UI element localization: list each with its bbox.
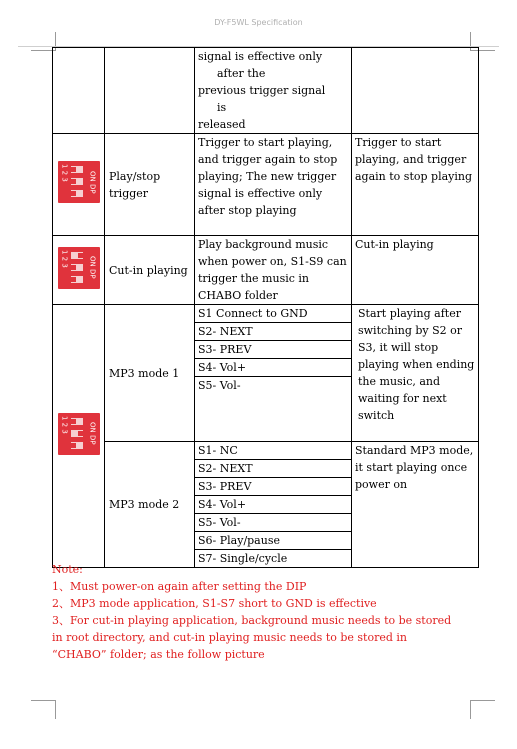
dip-image-cell bbox=[53, 305, 105, 568]
dip-numbers: 1 2 3 bbox=[60, 415, 69, 434]
mode-cell-empty bbox=[352, 48, 479, 134]
pin-cell: S2- NEXT bbox=[195, 460, 352, 478]
mode-cell: Trigger to start playing, and trigger again to stop playing bbox=[352, 134, 479, 236]
desc-line: previous trigger signal bbox=[198, 84, 326, 97]
dip-image-cell bbox=[53, 134, 105, 236]
description-cell: Trigger to start playing, and trigger again to stop playing; The new trigger signal is effective only after stop playing bbox=[195, 134, 352, 236]
pin-cell: S3- PREV bbox=[195, 341, 352, 359]
table-row bbox=[53, 134, 479, 236]
note-item: in root directory, and cut-in playing music needs to be stored in bbox=[52, 631, 407, 644]
note-item: 3、For cut-in playing application, background music needs to be stored bbox=[52, 614, 452, 627]
desc-line: is bbox=[217, 101, 227, 114]
dip-switch-icon bbox=[58, 413, 100, 455]
function-cell: MP3 mode 2 bbox=[105, 442, 195, 568]
desc-line: released bbox=[198, 118, 246, 131]
pin-cell: S5- Vol- bbox=[195, 514, 352, 532]
crop-mark-bottom-left bbox=[31, 700, 56, 719]
description-cell: Play background music when power on, S1-S9 can trigger the music in CHABO folder bbox=[195, 236, 352, 305]
function-cell: Play/stop trigger bbox=[105, 134, 195, 236]
crop-mark-bottom-right bbox=[470, 700, 495, 719]
note-item: “CHABO” folder; as the follow picture bbox=[52, 648, 265, 661]
dip-switch-icon bbox=[58, 247, 100, 289]
pin-cell: S3- PREV bbox=[195, 478, 352, 496]
notes-section bbox=[52, 561, 480, 663]
description-cell bbox=[195, 48, 352, 134]
pin-cell: S4- Vol+ bbox=[195, 359, 352, 377]
pin-cell: S4- Vol+ bbox=[195, 496, 352, 514]
pin-cell: S1- NC bbox=[195, 442, 352, 460]
dip-label: ON DP bbox=[88, 170, 97, 194]
desc-line: after the bbox=[217, 67, 266, 80]
function-cell-empty bbox=[105, 48, 195, 134]
table-row bbox=[53, 48, 479, 134]
note-item: 2、MP3 mode application, S1-S7 short to GND is effective bbox=[52, 597, 377, 610]
pin-cell: S6- Play/pause bbox=[195, 532, 352, 550]
table-row bbox=[53, 442, 479, 460]
page-header: DY-F5WL Specification bbox=[214, 18, 303, 27]
pic-cell-empty bbox=[53, 48, 105, 134]
dip-label: ON DP bbox=[88, 422, 97, 445]
table-row bbox=[53, 236, 479, 305]
pin-cell: S1 Connect to GND bbox=[195, 305, 352, 323]
dip-label: ON DP bbox=[88, 256, 97, 279]
pin-cell: S5- Vol- bbox=[195, 377, 352, 442]
pin-cell: S7- Single/cycle bbox=[195, 550, 352, 568]
function-cell: MP3 mode 1 bbox=[105, 305, 195, 442]
dip-image-cell bbox=[53, 236, 105, 305]
dip-mode-table bbox=[52, 47, 479, 568]
mode-cell: Start playing after switching by S2 or S3, it will stop playing when ending the music, and waiting for next switch bbox=[352, 305, 479, 442]
dip-numbers: 1 2 3 bbox=[60, 249, 69, 268]
function-cell: Cut-in playing bbox=[105, 236, 195, 305]
note-item: 1、Must power-on again after setting the DIP bbox=[52, 580, 307, 593]
pin-cell: S2- NEXT bbox=[195, 323, 352, 341]
desc-line: signal is effective only bbox=[198, 50, 323, 63]
dip-numbers: 1 2 3 bbox=[60, 164, 69, 182]
mode-cell: Standard MP3 mode, it start playing once power on bbox=[352, 442, 479, 568]
notes-title: Note: bbox=[52, 563, 83, 576]
table-row bbox=[53, 305, 479, 323]
dip-switch-icon bbox=[58, 161, 100, 203]
mode-cell: Cut-in playing bbox=[352, 236, 479, 305]
